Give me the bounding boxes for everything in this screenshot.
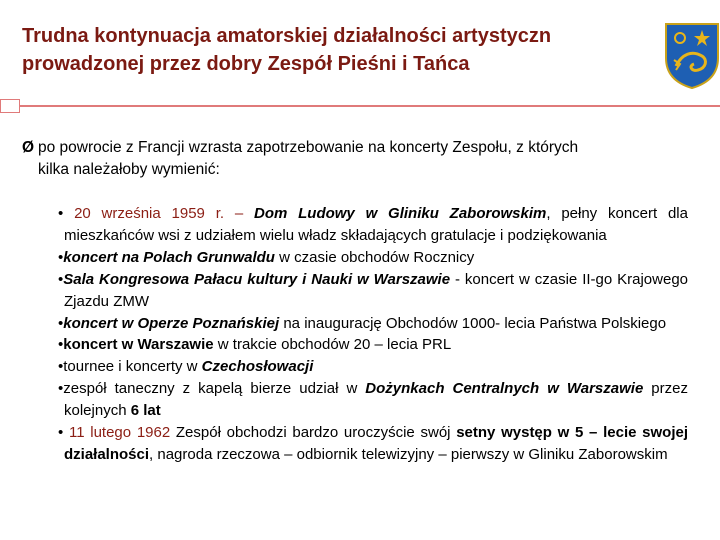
highlight: setny występ w 5 – lecie swojej działalności <box>64 424 689 463</box>
separator: . – <box>219 205 254 222</box>
place: Czechosłowacji <box>201 358 314 376</box>
bullet: • <box>58 358 64 376</box>
lead-paragraph <box>22 137 688 181</box>
place: Dom Ludowy w Gliniku Zaborowskim <box>253 205 547 222</box>
description-2: , nagroda rzeczowa – odbiornik telewizyjny – pierwszy w Gliniku Zaborowskim <box>149 445 668 463</box>
list-item <box>58 378 688 422</box>
bullet: • <box>58 205 75 222</box>
description: w trakcie obchodów 20 – lecia PRL <box>213 336 452 354</box>
place: koncert na Polach Grunwaldu <box>63 248 275 266</box>
description: zespół taneczny z kapelą bierze udział w <box>63 380 366 398</box>
description-2: przez kolejnych <box>64 380 688 420</box>
title-line-2: prowadzonej przez dobry Zespół Pieśni i Tańca <box>22 53 470 75</box>
place: koncert w Warszawie <box>63 336 214 354</box>
description: tournee i koncerty w <box>63 358 202 376</box>
arrow-bullet-icon: Ø <box>22 139 35 156</box>
list-item <box>58 313 688 335</box>
bullet: • <box>58 380 64 398</box>
list-item <box>58 247 688 269</box>
bullet: • <box>58 270 64 288</box>
date: 20 września 1959 r <box>74 205 220 222</box>
title-line-1: Trudna kontynuacja amatorskiej działalności artystyczn <box>22 25 552 47</box>
bullet: • <box>58 424 69 442</box>
list-item <box>58 269 688 313</box>
accent-box <box>0 99 20 113</box>
bullet: • <box>58 248 64 266</box>
bullet: • <box>58 314 64 332</box>
place: Dożynkach Centralnych w Warszawie <box>365 380 644 398</box>
slide-title <box>22 22 662 78</box>
list-item <box>58 203 688 247</box>
place: Sala Kongresowa Pałacu kultury i Nauki w Warszawie <box>63 270 451 288</box>
description: na inaugurację Obchodów 1000- lecia Państwa Polskiego <box>279 314 667 332</box>
bullet: • <box>58 336 64 354</box>
lead-line-2: kilka należałoby wymienić: <box>38 161 220 178</box>
description: w czasie obchodów Rocznicy <box>274 248 475 266</box>
duration: 6 lat <box>130 402 161 420</box>
description: , pełny koncert dla mieszkańców wsi z udziałem wielu władz składających gratulacje i podziękowania <box>64 205 688 244</box>
list-item <box>58 422 688 466</box>
date: 11 lutego 1962 <box>68 424 171 442</box>
coat-of-arms-icon <box>662 20 720 90</box>
concert-list <box>58 203 688 466</box>
lead-line-1: po powrocie z Francji wzrasta zapotrzebowanie na koncerty Zespołu, z których <box>38 139 579 156</box>
accent-rule <box>20 105 720 107</box>
description: Zespół obchodzi bardzo uroczyście swój <box>170 424 457 442</box>
description: - koncert w czasie II-go Krajowego Zjazdu ZMW <box>64 270 688 310</box>
list-item <box>58 356 688 378</box>
list-item <box>58 334 688 356</box>
place: koncert w Operze Poznańskiej <box>63 314 280 332</box>
